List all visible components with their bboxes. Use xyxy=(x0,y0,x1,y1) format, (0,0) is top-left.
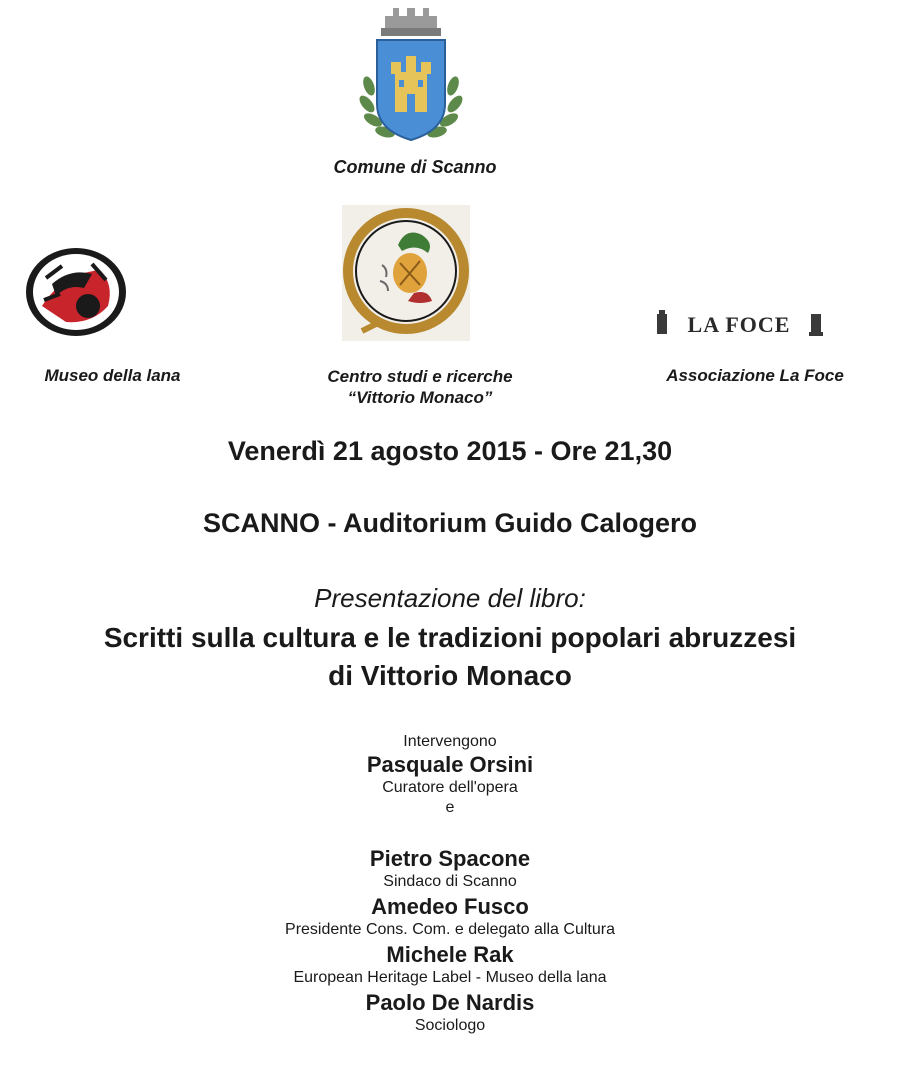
crown-icon xyxy=(381,8,441,36)
la-foce-logo-text: LA FOCE xyxy=(687,312,791,337)
speakers-intro: Intervengono xyxy=(403,733,497,750)
la-foce-label: Associazione La Foce xyxy=(666,366,844,385)
speaker-name: Pietro Spacone xyxy=(369,846,531,871)
event-venue: SCANNO - Auditorium Guido Calogero xyxy=(203,508,697,538)
centro-studi-label-line1: Centro studi e ricerche xyxy=(327,367,513,386)
speaker-role: European Heritage Label - Museo della lana xyxy=(293,969,607,986)
book-title xyxy=(0,619,900,695)
speakers-list xyxy=(0,734,900,1034)
crest-caption: Comune di Scanno xyxy=(333,157,497,177)
presentation-intro: Presentazione del libro: xyxy=(314,583,586,613)
centro-studi-label xyxy=(290,366,550,408)
speaker-name: Michele Rak xyxy=(386,942,514,967)
speaker-role: Curatore dell'opera xyxy=(382,779,518,796)
speaker-role: Presidente Cons. Com. e delegato alla Cultura xyxy=(285,921,615,938)
speaker-name: Pasquale Orsini xyxy=(366,752,534,777)
shield-icon xyxy=(377,40,445,140)
la-foce-logo xyxy=(655,308,825,340)
centro-studi-logo xyxy=(342,205,470,341)
book-title-line1: Scritti sulla cultura e le tradizioni popolari abruzzesi xyxy=(103,622,797,653)
book-title-line2: di Vittorio Monaco xyxy=(328,660,572,691)
centro-studi-label-line2: “Vittorio Monaco” xyxy=(347,388,493,407)
speaker-role: Sindaco di Scanno xyxy=(383,873,517,890)
speaker-name: Amedeo Fusco xyxy=(371,894,529,919)
comune-scanno-crest xyxy=(355,6,467,154)
speaker-role: Sociologo xyxy=(414,1017,486,1034)
event-date-time: Venerdì 21 agosto 2015 - Ore 21,30 xyxy=(227,436,673,466)
museo-lana-label: Museo della lana xyxy=(44,366,181,385)
museo-lana-logo xyxy=(22,244,130,340)
speaker-name: Paolo De Nardis xyxy=(365,990,535,1015)
speakers-conjunction: e xyxy=(445,799,455,816)
